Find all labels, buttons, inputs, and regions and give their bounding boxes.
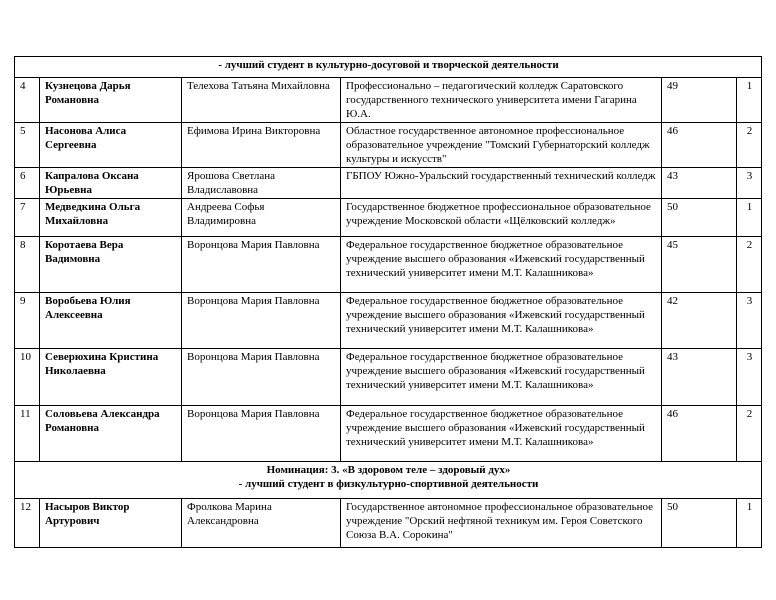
row-number-cell: 12 <box>15 499 40 548</box>
place-cell: 1 <box>737 199 762 237</box>
student-name-cell: Кузнецова Дарья Романовна <box>40 78 182 123</box>
row-number-cell: 6 <box>15 168 40 199</box>
mentor-name-cell: Фролкова Марина Александровна <box>182 499 341 548</box>
score-cell: 43 <box>662 168 737 199</box>
mentor-name-cell: Воронцова Мария Павловна <box>182 349 341 406</box>
section-title-cultural: - лучший студент в культурно-досуговой и творческой деятельности <box>15 57 762 78</box>
student-name-cell: Соловьева Александра Романовна <box>40 406 182 462</box>
nomination-title-line2: - лучший студент в физкультурно-спортивной деятельности <box>238 478 539 490</box>
student-name-cell: Насыров Виктор Артурович <box>40 499 182 548</box>
row-number-cell: 8 <box>15 237 40 293</box>
place-cell: 3 <box>737 349 762 406</box>
student-name-cell: Капралова Оксана Юрьевна <box>40 168 182 199</box>
institution-cell: Федеральное государственное бюджетное образовательное учреждение высшего образования «Ижевский государственный технический университет имени М.Т. Калашникова» <box>341 406 662 462</box>
section-title-sport <box>15 462 762 499</box>
place-cell: 1 <box>737 78 762 123</box>
mentor-name-cell: Телехова Татьяна Михайловна <box>182 78 341 123</box>
row-number-cell: 5 <box>15 123 40 168</box>
table-row <box>15 293 762 349</box>
mentor-name-cell: Воронцова Мария Павловна <box>182 237 341 293</box>
results-table <box>14 56 762 548</box>
mentor-name-cell: Ярошова Светлана Владиславовна <box>182 168 341 199</box>
score-cell: 45 <box>662 237 737 293</box>
student-name-cell: Насонова Алиса Сергеевна <box>40 123 182 168</box>
table-row <box>15 168 762 199</box>
score-cell: 43 <box>662 349 737 406</box>
score-cell: 50 <box>662 199 737 237</box>
row-number-cell: 4 <box>15 78 40 123</box>
mentor-name-cell: Андреева Софья Владимировна <box>182 199 341 237</box>
place-cell: 3 <box>737 168 762 199</box>
student-name-cell: Воробьева Юлия Алексеевна <box>40 293 182 349</box>
section-header-row <box>15 57 762 78</box>
table-row <box>15 349 762 406</box>
row-number-cell: 7 <box>15 199 40 237</box>
institution-cell: Федеральное государственное бюджетное образовательное учреждение высшего образования «Ижевский государственный технический университет имени М.Т. Калашникова» <box>341 349 662 406</box>
institution-cell: Федеральное государственное бюджетное образовательное учреждение высшего образования «Ижевский государственный технический университет имени М.Т. Калашникова» <box>341 237 662 293</box>
table-row <box>15 78 762 123</box>
table-row <box>15 237 762 293</box>
table-row <box>15 499 762 548</box>
student-name-cell: Северюхина Кристина Николаевна <box>40 349 182 406</box>
table-row <box>15 406 762 462</box>
institution-cell: ГБПОУ Южно-Уральский государственный технический колледж <box>341 168 662 199</box>
student-name-cell: Медведкина Ольга Михайловна <box>40 199 182 237</box>
mentor-name-cell: Ефимова Ирина Викторовна <box>182 123 341 168</box>
row-number-cell: 9 <box>15 293 40 349</box>
place-cell: 3 <box>737 293 762 349</box>
table-row <box>15 199 762 237</box>
institution-cell: Государственное автономное профессиональное образовательное учреждение "Орский нефтяной техникум им. Героя Советского Союза В.А. Сорокина" <box>341 499 662 548</box>
score-cell: 46 <box>662 406 737 462</box>
row-number-cell: 11 <box>15 406 40 462</box>
score-cell: 46 <box>662 123 737 168</box>
table-row <box>15 123 762 168</box>
student-name-cell: Коротаева Вера Вадимовна <box>40 237 182 293</box>
score-cell: 42 <box>662 293 737 349</box>
section-header-row <box>15 462 762 499</box>
institution-cell: Профессионально – педагогический колледж Саратовского государственного технического университета имени Гагарина Ю.А. <box>341 78 662 123</box>
place-cell: 2 <box>737 237 762 293</box>
row-number-cell: 10 <box>15 349 40 406</box>
institution-cell: Областное государственное автономное профессиональное образовательное учреждение "Томский Губернаторский колледж культуры и искусств" <box>341 123 662 168</box>
institution-cell: Федеральное государственное бюджетное образовательное учреждение высшего образования «Ижевский государственный технический университет имени М.Т. Калашникова» <box>341 293 662 349</box>
place-cell: 2 <box>737 406 762 462</box>
mentor-name-cell: Воронцова Мария Павловна <box>182 406 341 462</box>
place-cell: 1 <box>737 499 762 548</box>
nomination-title-line1: Номинация: 3. «В здоровом теле – здоровый дух» <box>266 464 511 476</box>
mentor-name-cell: Воронцова Мария Павловна <box>182 293 341 349</box>
score-cell: 49 <box>662 78 737 123</box>
place-cell: 2 <box>737 123 762 168</box>
institution-cell: Государственное бюджетное профессиональное образовательное учреждение Московской области «Щёлковский колледж» <box>341 199 662 237</box>
score-cell: 50 <box>662 499 737 548</box>
